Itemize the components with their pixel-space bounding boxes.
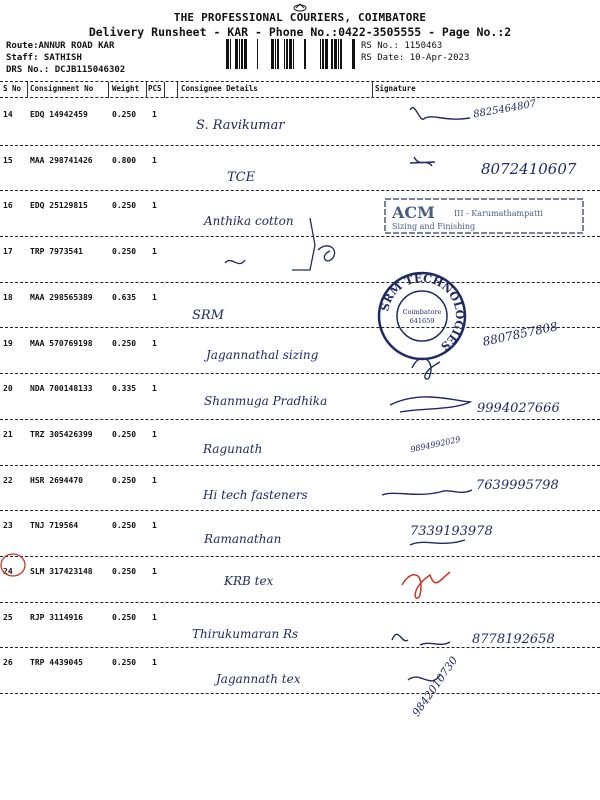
handwritten-phone: 9894992029 [409, 434, 462, 455]
company-title: THE PROFESSIONAL COURIERS, COIMBATORE [173, 11, 427, 24]
row-weight: 0.250 [112, 475, 137, 485]
row-sno: 22 [3, 475, 13, 485]
handwritten-phone: 9842010730 [409, 654, 461, 719]
signature-scribbles [380, 100, 600, 740]
row-sno: 19 [3, 338, 13, 348]
bracket-annotation [200, 215, 360, 280]
srm-stamp-pin: 641659 [409, 317, 435, 325]
row-weight: 0.250 [112, 429, 137, 439]
header-top-rule [0, 81, 600, 82]
row-pcs: 1 [152, 338, 157, 348]
signature-scribble [410, 540, 465, 545]
handwritten-consignee: Jagannath tex [216, 672, 301, 686]
barcode-bar [304, 39, 306, 69]
barcode-bar [338, 39, 339, 69]
signature-scribble [410, 157, 435, 166]
col-divider [27, 82, 28, 98]
col-divider [372, 82, 373, 98]
barcode-bar [235, 39, 238, 69]
handwritten-consignee: Hi tech fasteners [203, 488, 308, 502]
barcode-bar [230, 39, 231, 69]
row-consignment-no: TRP 4439045 [30, 658, 83, 668]
handwritten-phone: 7639995798 [476, 478, 559, 493]
barcode-bar [289, 39, 292, 69]
barcode-bar [286, 39, 288, 69]
handwritten-phone: 7339193978 [410, 524, 493, 539]
handwritten-consignee: Shanmuga Pradhika [204, 394, 328, 408]
runsheet-subtitle: Delivery Runsheet - KAR - Phone No.:0422-3505555 - Page No.:2 [88, 25, 512, 39]
signature-scribble [392, 634, 450, 645]
row-sno: 14 [3, 110, 13, 119]
col-sno: S No [3, 84, 22, 93]
rs-date: RS Date: 10-Apr-2023 [361, 53, 470, 63]
row-weight: 0.250 [112, 521, 137, 531]
row-pcs: 1 [152, 475, 157, 485]
row-consignment-no: SLM 317423148 [30, 567, 93, 576]
col-divider [108, 82, 109, 98]
signature-scribble [390, 397, 470, 412]
row-consignment-no: MAA 298741426 [30, 155, 93, 165]
table-header [0, 84, 600, 96]
barcode-bar [325, 39, 328, 69]
handwritten-consignee: Ramanathan [204, 532, 282, 546]
col-divider [146, 82, 147, 98]
runsheet-info [6, 40, 125, 76]
row-pcs: 1 [152, 658, 157, 668]
row-sno: 23 [3, 521, 13, 531]
barcode-bar [284, 39, 285, 69]
handwritten-phone: 8825464807 [472, 98, 538, 121]
signature-scribble [408, 675, 440, 681]
row-consignment-no: TRP 7973541 [30, 247, 83, 257]
row-consignment-no: TRZ 305426399 [30, 429, 93, 439]
handwritten-consignee: TCE [227, 170, 256, 185]
acm-stamp-subtitle: Sizing and Finishing [392, 222, 476, 231]
rs-number: RS No.: 1150463 [361, 41, 443, 51]
row-pcs: 1 [152, 567, 157, 576]
row-pcs: 1 [152, 110, 157, 119]
barcode-bar [340, 39, 342, 69]
drs-label: DRS No.: DCJB115046302 [6, 65, 126, 75]
row-weight: 0.250 [112, 247, 137, 257]
handwritten-consignee: KRB tex [224, 574, 274, 588]
handwritten-consignee: Jagannathal sizing [206, 348, 319, 362]
barcode-bar [331, 39, 333, 69]
row-weight: 0.335 [112, 384, 137, 394]
row-sno: 16 [3, 201, 13, 211]
barcode-bar [275, 39, 276, 69]
srm-stamp-ring-text: SRM TECHNOLOGIES [378, 271, 467, 353]
barcode-bar [293, 39, 294, 69]
row-pcs: 1 [152, 429, 157, 439]
row-weight: 0.635 [112, 292, 137, 302]
col-pcs: PCS [148, 84, 162, 93]
row-weight: 0.250 [112, 612, 137, 622]
col-divider [164, 82, 165, 98]
row-pcs: 1 [152, 247, 157, 257]
srm-stamp-city: Coimbatore [402, 308, 442, 316]
barcode-bar [352, 39, 355, 69]
route-label: Route:ANNUR ROAD KAR [6, 41, 115, 51]
red-signature [402, 572, 450, 598]
staff-label: Staff: SATHISH [6, 53, 82, 63]
row-sno: 21 [3, 429, 13, 439]
row-weight: 0.800 [112, 155, 137, 165]
signature-scribble [382, 490, 472, 495]
row-pcs: 1 [152, 201, 157, 211]
handwritten-phone: 8778192658 [472, 632, 555, 647]
rs-info [361, 40, 469, 64]
acm-stamp-address: III - Karumathampatti [454, 209, 543, 218]
acm-company-stamp [384, 198, 584, 234]
barcode-bar [226, 39, 229, 69]
handwritten-consignee: Ragunath [203, 442, 263, 456]
handwritten-phone: 8807857808 [481, 319, 559, 349]
row-sno: 26 [3, 658, 13, 668]
red-circle-mark [0, 550, 30, 580]
row-pcs: 1 [152, 612, 157, 622]
barcode-bar [271, 39, 274, 69]
row-sno: 20 [3, 384, 13, 394]
col-weight: Weight [112, 84, 140, 93]
barcode [226, 39, 356, 69]
col-signature: Signature [375, 84, 416, 93]
row-consignment-no: EDQ 14942459 [30, 110, 88, 119]
row-consignment-no: MAA 298565389 [30, 292, 93, 302]
row-pcs: 1 [152, 384, 157, 394]
barcode-bar [320, 39, 321, 69]
row-weight: 0.250 [112, 567, 137, 576]
row-weight: 0.250 [112, 658, 137, 668]
barcode-bar [239, 39, 240, 69]
row-consignment-no: MAA 570769198 [30, 338, 93, 348]
barcode-bar [241, 39, 243, 69]
row-sno: 18 [3, 292, 13, 302]
row-sno: 24 [3, 567, 13, 576]
handwritten-consignee: SRM [192, 308, 225, 323]
row-sno: 15 [3, 155, 13, 165]
row-pcs: 1 [152, 155, 157, 165]
row-consignment-no: NDA 700148133 [30, 384, 93, 394]
barcode-bar [277, 39, 279, 69]
col-consignee: Consignee Details [181, 84, 258, 93]
row-sno: 25 [3, 612, 13, 622]
signature-scribble [410, 108, 470, 120]
row-pcs: 1 [152, 292, 157, 302]
row-pcs: 1 [152, 521, 157, 531]
srm-company-stamp [376, 270, 468, 362]
header-bottom-rule [0, 97, 600, 98]
handwritten-consignee: Thirukumaran Rs [192, 627, 299, 641]
handwritten-phone: 9994027666 [477, 401, 560, 416]
barcode-bar [334, 39, 337, 69]
row-weight: 0.250 [112, 201, 137, 211]
barcode-bar [322, 39, 324, 69]
row-weight: 0.250 [112, 110, 137, 119]
col-divider [177, 82, 178, 98]
row-consignment-no: EDQ 25129815 [30, 201, 88, 211]
barcode-bar [257, 39, 258, 69]
row-consignment-no: HSR 2694470 [30, 475, 83, 485]
handwritten-consignee: S. Ravikumar [196, 118, 285, 133]
handwritten-phone: 8072410607 [481, 160, 577, 178]
handwritten-consignee: Anthika cotton [204, 214, 294, 228]
row-sno: 17 [3, 247, 13, 257]
row-consignment-no: TNJ 719564 [30, 521, 79, 531]
barcode-bar [244, 39, 247, 69]
row-consignment-no: RJP 3114916 [30, 612, 83, 622]
row-weight: 0.250 [112, 338, 137, 348]
col-consignment: Consignment No [30, 84, 94, 93]
acm-stamp-logo: ACM [392, 203, 435, 222]
